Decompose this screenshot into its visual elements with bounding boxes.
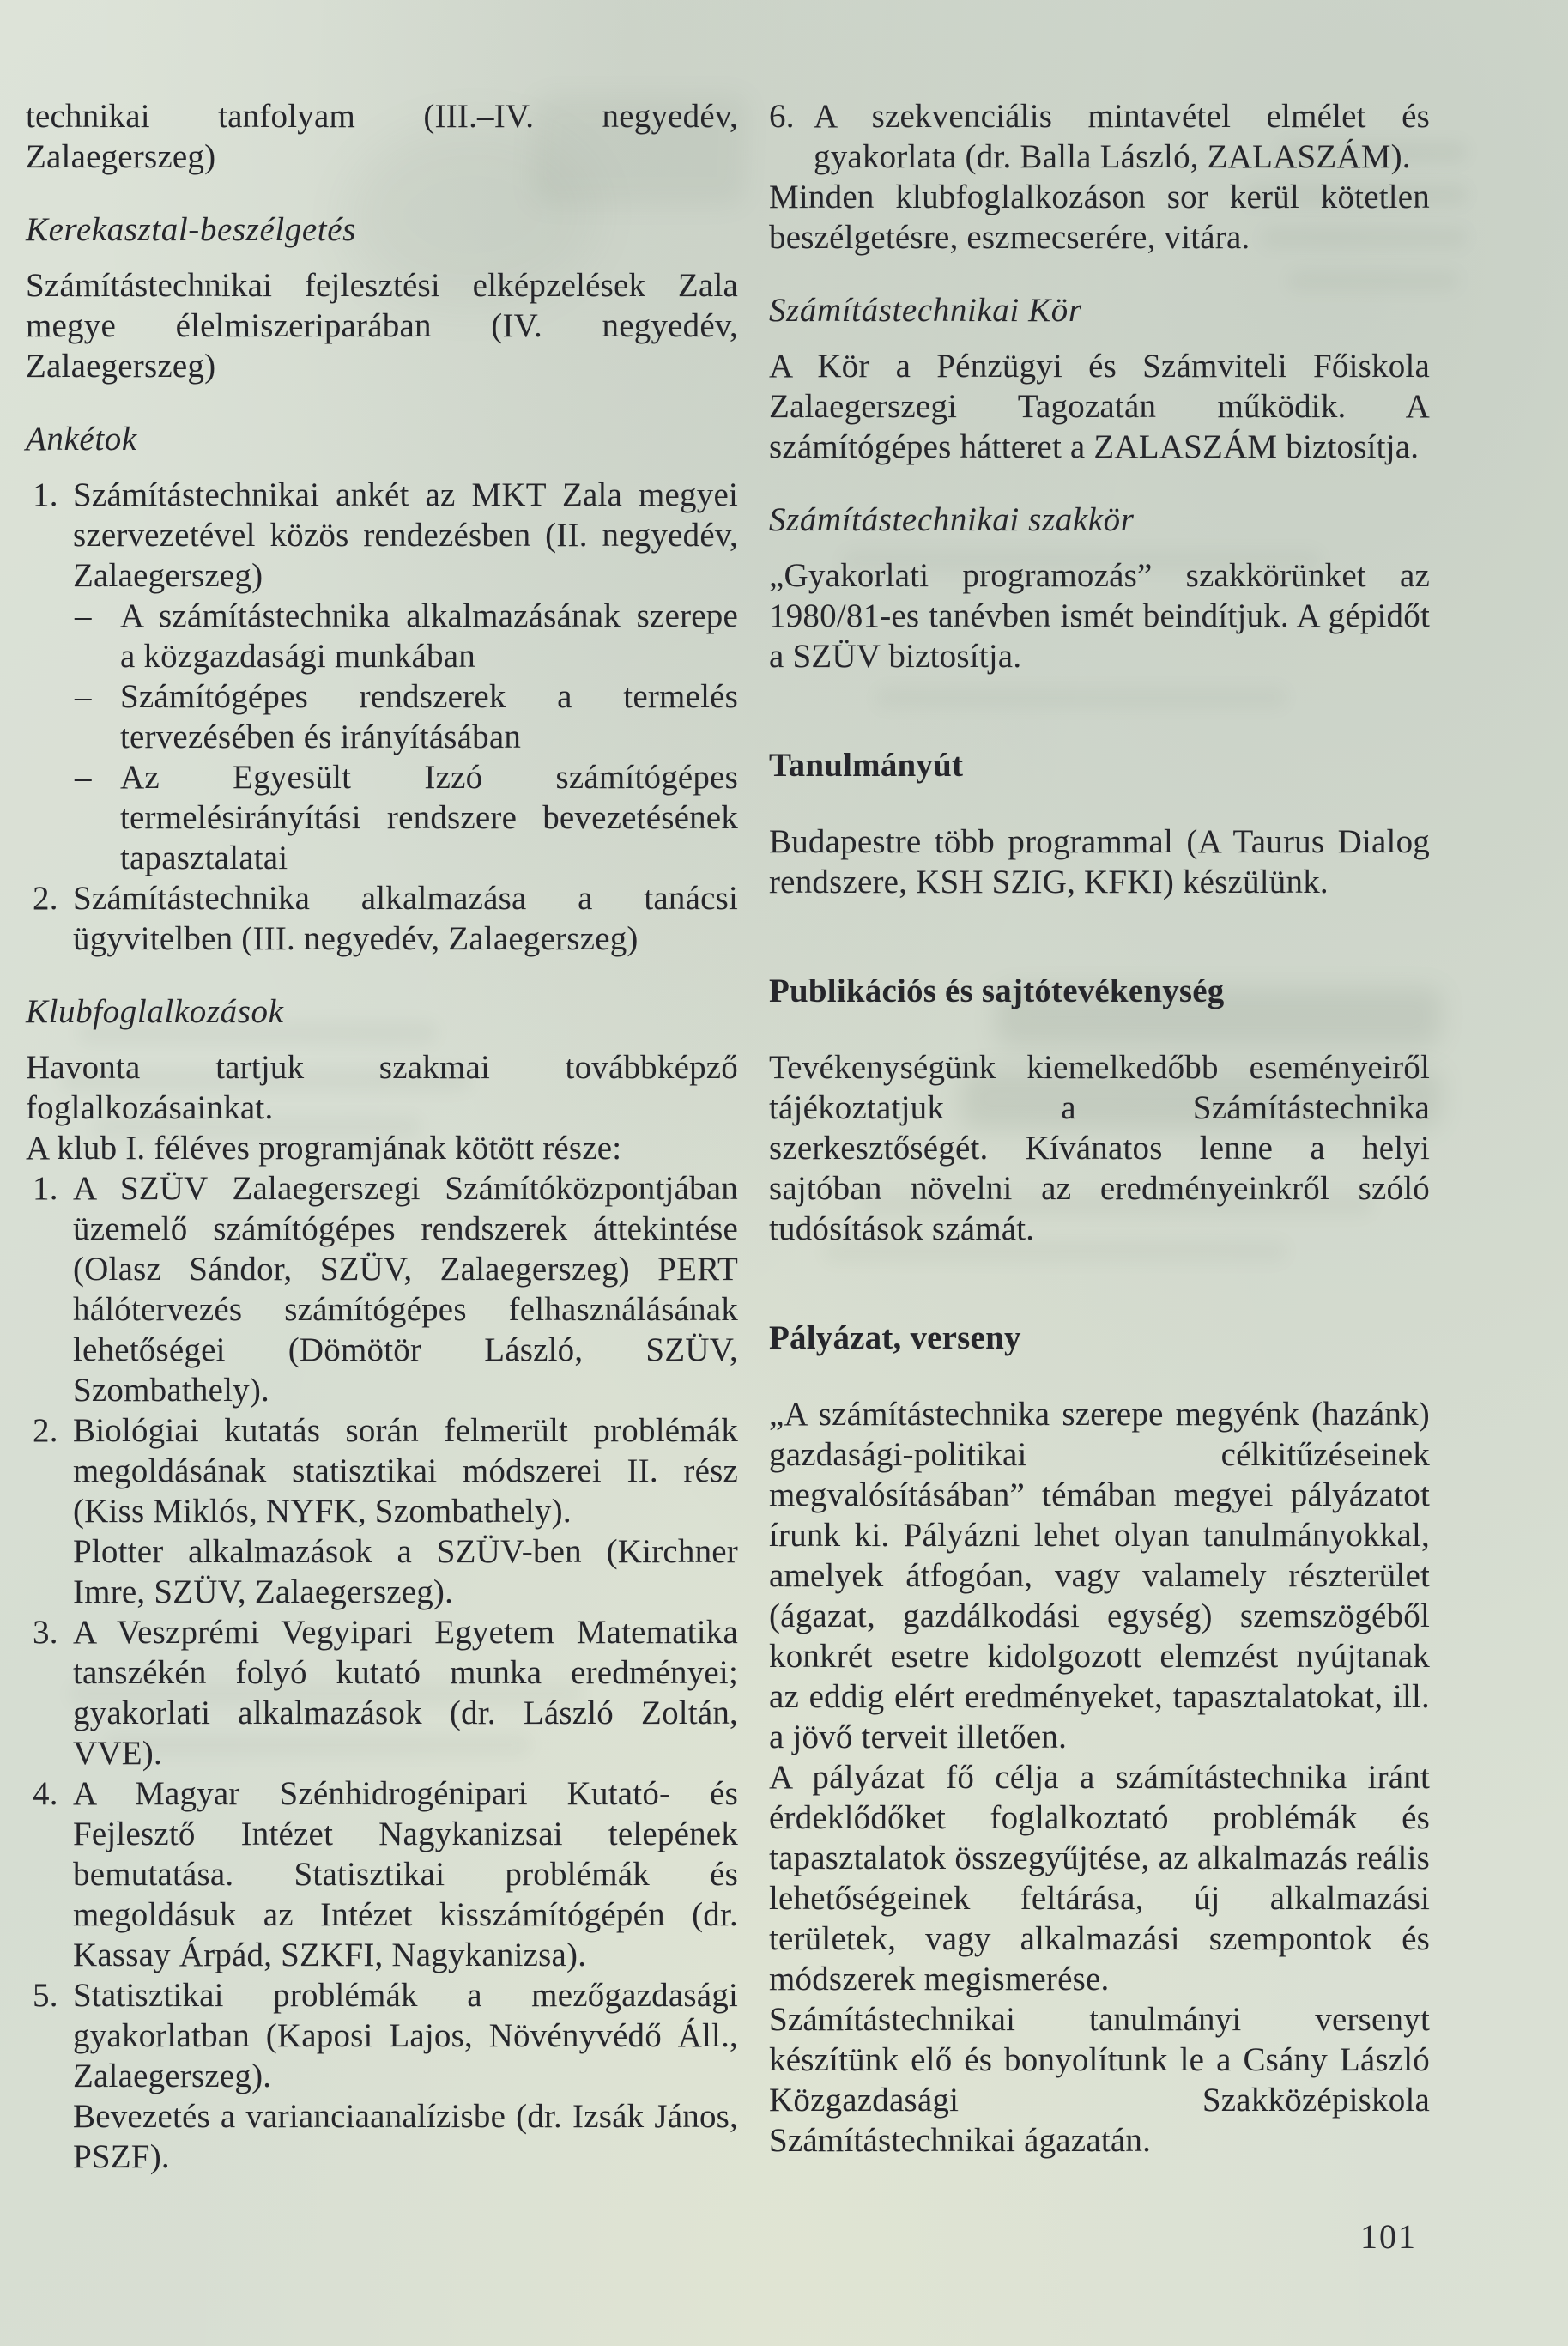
- list-item-marker: 4.: [33, 1775, 58, 1812]
- section-heading: Számítástechnikai szakkör: [769, 501, 1135, 538]
- right-column: [769, 96, 1430, 2161]
- list-item: [26, 1975, 738, 2096]
- list-item-marker: –: [75, 678, 92, 715]
- list-item-text: Számítástechnikai ankét az MKT Zala megyei szervezetével közös rendezésben (II. negyedév, Zalaegerszeg): [73, 476, 738, 594]
- list-item: [26, 676, 738, 757]
- section-heading: Klubfoglalkozások: [26, 993, 284, 1030]
- paragraph: A pályázat fő célja a számítástechnika iránt érdeklődőket foglalkoztató problémák és tapasztalatok összegyűjtése, az alkalmazás reális lehetőségeinek feltárása, új alkalmazási területek, vagy alkalmazási szempontok és módszerek megismerése.: [769, 1759, 1430, 1997]
- list-item: [26, 596, 738, 676]
- paragraph: Budapestre több programmal (A Taurus Dialog rendszere, KSH SZIG, KFKI) készülünk.: [769, 823, 1430, 900]
- list-item: [769, 96, 1430, 177]
- paragraph: Tevékenységünk kiemelkedőbb eseményeiről tájékoztatjuk a Számítástechnika szerkesztőségét. Kívánatos lenne a helyi sajtóban növelni az eredményeinkről szóló tudósítások számát.: [769, 1049, 1430, 1247]
- list-item: [26, 1612, 738, 1773]
- paragraph: Számítástechnikai tanulmányi versenyt készítünk elő és bonyolítunk le a Csány László Közgazdasági Szakközépiskola Számítástechnikai ágazatán.: [769, 2001, 1430, 2159]
- section-heading: Számítástechnikai Kör: [769, 292, 1082, 329]
- paragraph: technikai tanfolyam (III.–IV. negyedév, Zalaegerszeg): [26, 98, 738, 175]
- list-item-text: Statisztikai problémák a mezőgazdasági gyakorlatban (Kaposi Lajos, Növényvédő Áll., Zalaegerszeg).: [73, 1977, 738, 2094]
- list-item: [26, 878, 738, 959]
- list-item-text: Számítástechnika alkalmazása a tanácsi ügyvitelben (III. negyedév, Zalaegerszeg): [73, 880, 738, 957]
- paragraph: Plotter alkalmazások a SZÜV-ben (Kirchner Imre, SZÜV, Zalaegerszeg).: [73, 1533, 738, 1610]
- list-item-marker: –: [75, 759, 92, 796]
- list-item-marker: 2.: [33, 1412, 58, 1449]
- paragraph: Minden klubfoglalkozáson sor kerül kötetlen beszélgetésre, eszmecserére, vitára.: [769, 179, 1430, 256]
- list-item-text: Az Egyesült Izzó számítógépes termelésirányítási rendszere bevezetésének tapasztalatai: [120, 759, 738, 876]
- list-item-text: A számítástechnika alkalmazásának szerepe a közgazdasági munkában: [120, 597, 738, 675]
- list-item-text: A Magyar Szénhidrogénipari Kutató- és Fejlesztő Intézet Nagykanizsai telepének bemutatása. Statisztikai problémák és megoldásuk az Intézet kisszámítógépén (dr. Kassay Árpád, SZKFI, Nagykanizsa).: [73, 1775, 738, 1973]
- section-heading: Publikációs és sajtótevékenység: [769, 973, 1225, 1009]
- list-item-marker: –: [75, 597, 92, 634]
- left-column: [26, 96, 738, 2177]
- paragraph: „Gyakorlati programozás” szakkörünket az 1980/81-es tanévben ismét beindítjuk. A gépidőt a SZÜV biztosítja.: [769, 557, 1430, 675]
- list-item: [26, 475, 738, 596]
- list-item-marker: 1.: [33, 1170, 58, 1207]
- list-item-text: A Veszprémi Vegyipari Egyetem Matematika tanszékén folyó kutató munka eredményei; gyakorlati alkalmazások (dr. László Zoltán, VVE).: [73, 1614, 738, 1772]
- paragraph: Számítástechnikai fejlesztési elképzelések Zala megye élelmiszeriparában (IV. negyedév, Zalaegerszeg): [26, 267, 738, 385]
- section-heading: Tanulmányút: [769, 747, 964, 784]
- section-heading: Kerekasztal-beszélgetés: [26, 211, 356, 248]
- paragraph: A Kör a Pénzügyi és Számviteli Főiskola Zalaegerszegi Tagozatán működik. A számítógépes hátteret a ZALASZÁM biztosítja.: [769, 348, 1430, 465]
- section-heading: Ankétok: [26, 421, 137, 458]
- list-item-text: Számítógépes rendszerek a termelés tervezésében és irányításában: [120, 678, 738, 755]
- list-item-marker: 5.: [33, 1977, 58, 2014]
- list-item: [26, 1773, 738, 1975]
- list-item-text: A SZÜV Zalaegerszegi Számítóközpontjában üzemelő számítógépes rendszerek áttekintése (Olasz Sándor, SZÜV, Zalaegerszeg) PERT hálótervezés számítógépes felhasználásának lehetőségei (Dömötör László, SZÜV, Szombathely).: [73, 1170, 738, 1409]
- list-item-marker: 2.: [33, 880, 58, 917]
- paragraph: Havonta tartjuk szakmai továbbképző foglalkozásainkat.: [26, 1049, 738, 1126]
- list-item: [26, 757, 738, 878]
- page-number: 101: [1360, 2217, 1417, 2256]
- page-body: [26, 96, 1433, 2177]
- list-item: [26, 1410, 738, 1531]
- list-item-text: A szekvenciális mintavétel elmélet és gyakorlata (dr. Balla László, ZALASZÁM).: [814, 98, 1430, 175]
- list-item-marker: 1.: [33, 476, 58, 513]
- section-heading: Pályázat, verseny: [769, 1319, 1021, 1356]
- list-item-marker: 3.: [33, 1614, 58, 1651]
- paragraph: „A számítástechnika szerepe megyénk (hazánk) gazdasági-politikai célkitűzéseinek megvalósításában” témában megyei pályázatot írunk ki. Pályázni lehet olyan tanulmányokkal, amelyek átfogóan, vagy valamely részterület (ágazat, gazdálkodási egység) szemszögéből konkrét esetre kidolgozott elemzést nyújtanak az eddig elért eredményeket, tapasztalatokat, ill. a jövő terveit illetően.: [769, 1396, 1430, 1755]
- paragraph: A klub I. féléves programjának kötött része:: [26, 1130, 622, 1167]
- list-item-text: Biológiai kutatás során felmerült problémák megoldásának statisztikai módszerei II. rész (Kiss Miklós, NYFK, Szombathely).: [73, 1412, 738, 1530]
- paragraph: Bevezetés a varianciaanalízisbe (dr. Izsák János, PSZF).: [73, 2098, 738, 2175]
- list-item-marker: 6.: [769, 98, 795, 135]
- list-item: [26, 1168, 738, 1410]
